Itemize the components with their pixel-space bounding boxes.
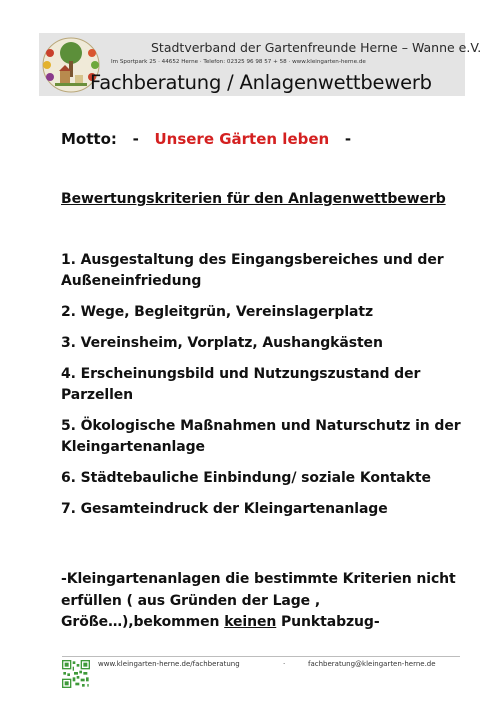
motto-dash-close: - — [344, 130, 352, 148]
note-text-before: -Kleingartenanlagen die bestimmte Kriterien nicht erfüllen ( aus Gründen der Lage , Größe…),bekommen — [61, 571, 456, 630]
qr-code-icon — [62, 660, 90, 688]
criteria-item: 1. Ausgestaltung des Eingangsbereiches und der Außeneinfriedung — [61, 252, 444, 289]
letterhead — [39, 33, 482, 96]
criteria-item: 2. Wege, Begleitgrün, Vereinslagerplatz — [61, 304, 374, 320]
criteria-list — [61, 250, 461, 530]
motto-text: Unsere Gärten leben — [154, 130, 330, 148]
department-title: Fachberatung / Anlagenwettbewerb — [90, 71, 432, 94]
note-emphasis: keinen — [224, 614, 277, 630]
organization-name: Stadtverband der Gartenfreunde Herne – Wanne e.V. — [151, 40, 482, 55]
motto-line — [61, 130, 351, 148]
criteria-item: 3. Vereinsheim, Vorplatz, Aushangkästen — [61, 335, 383, 351]
footer-divider — [62, 656, 460, 657]
note-text-after: Punktabzug- — [276, 614, 380, 630]
exception-note — [61, 569, 461, 634]
criteria-heading: Bewertungskriterien für den Anlagenwettbewerb — [61, 191, 446, 207]
organization-address: Im Sportpark 25 · 44652 Herne · Telefon: 02325 96 98 57 + 58 · www.kleingarten-herne.de — [111, 59, 366, 65]
criteria-item: 7. Gesamteindruck der Kleingartenanlage — [61, 501, 388, 517]
criteria-item: 6. Städtebauliche Einbindung/ soziale Kontakte — [61, 470, 431, 486]
footer-website[interactable]: www.kleingarten-herne.de/fachberatung — [98, 660, 240, 668]
motto-label: Motto: — [61, 130, 117, 148]
criteria-item: 5. Ökologische Maßnahmen und Naturschutz in der Kleingartenanlage — [61, 418, 461, 455]
footer-email[interactable]: fachberatung@kleingarten-herne.de — [308, 660, 436, 668]
footer-separator: · — [283, 660, 286, 668]
criteria-item: 4. Erscheinungsbild und Nutzungszustand der Parzellen — [61, 366, 421, 403]
motto-dash-open: - — [132, 130, 139, 148]
